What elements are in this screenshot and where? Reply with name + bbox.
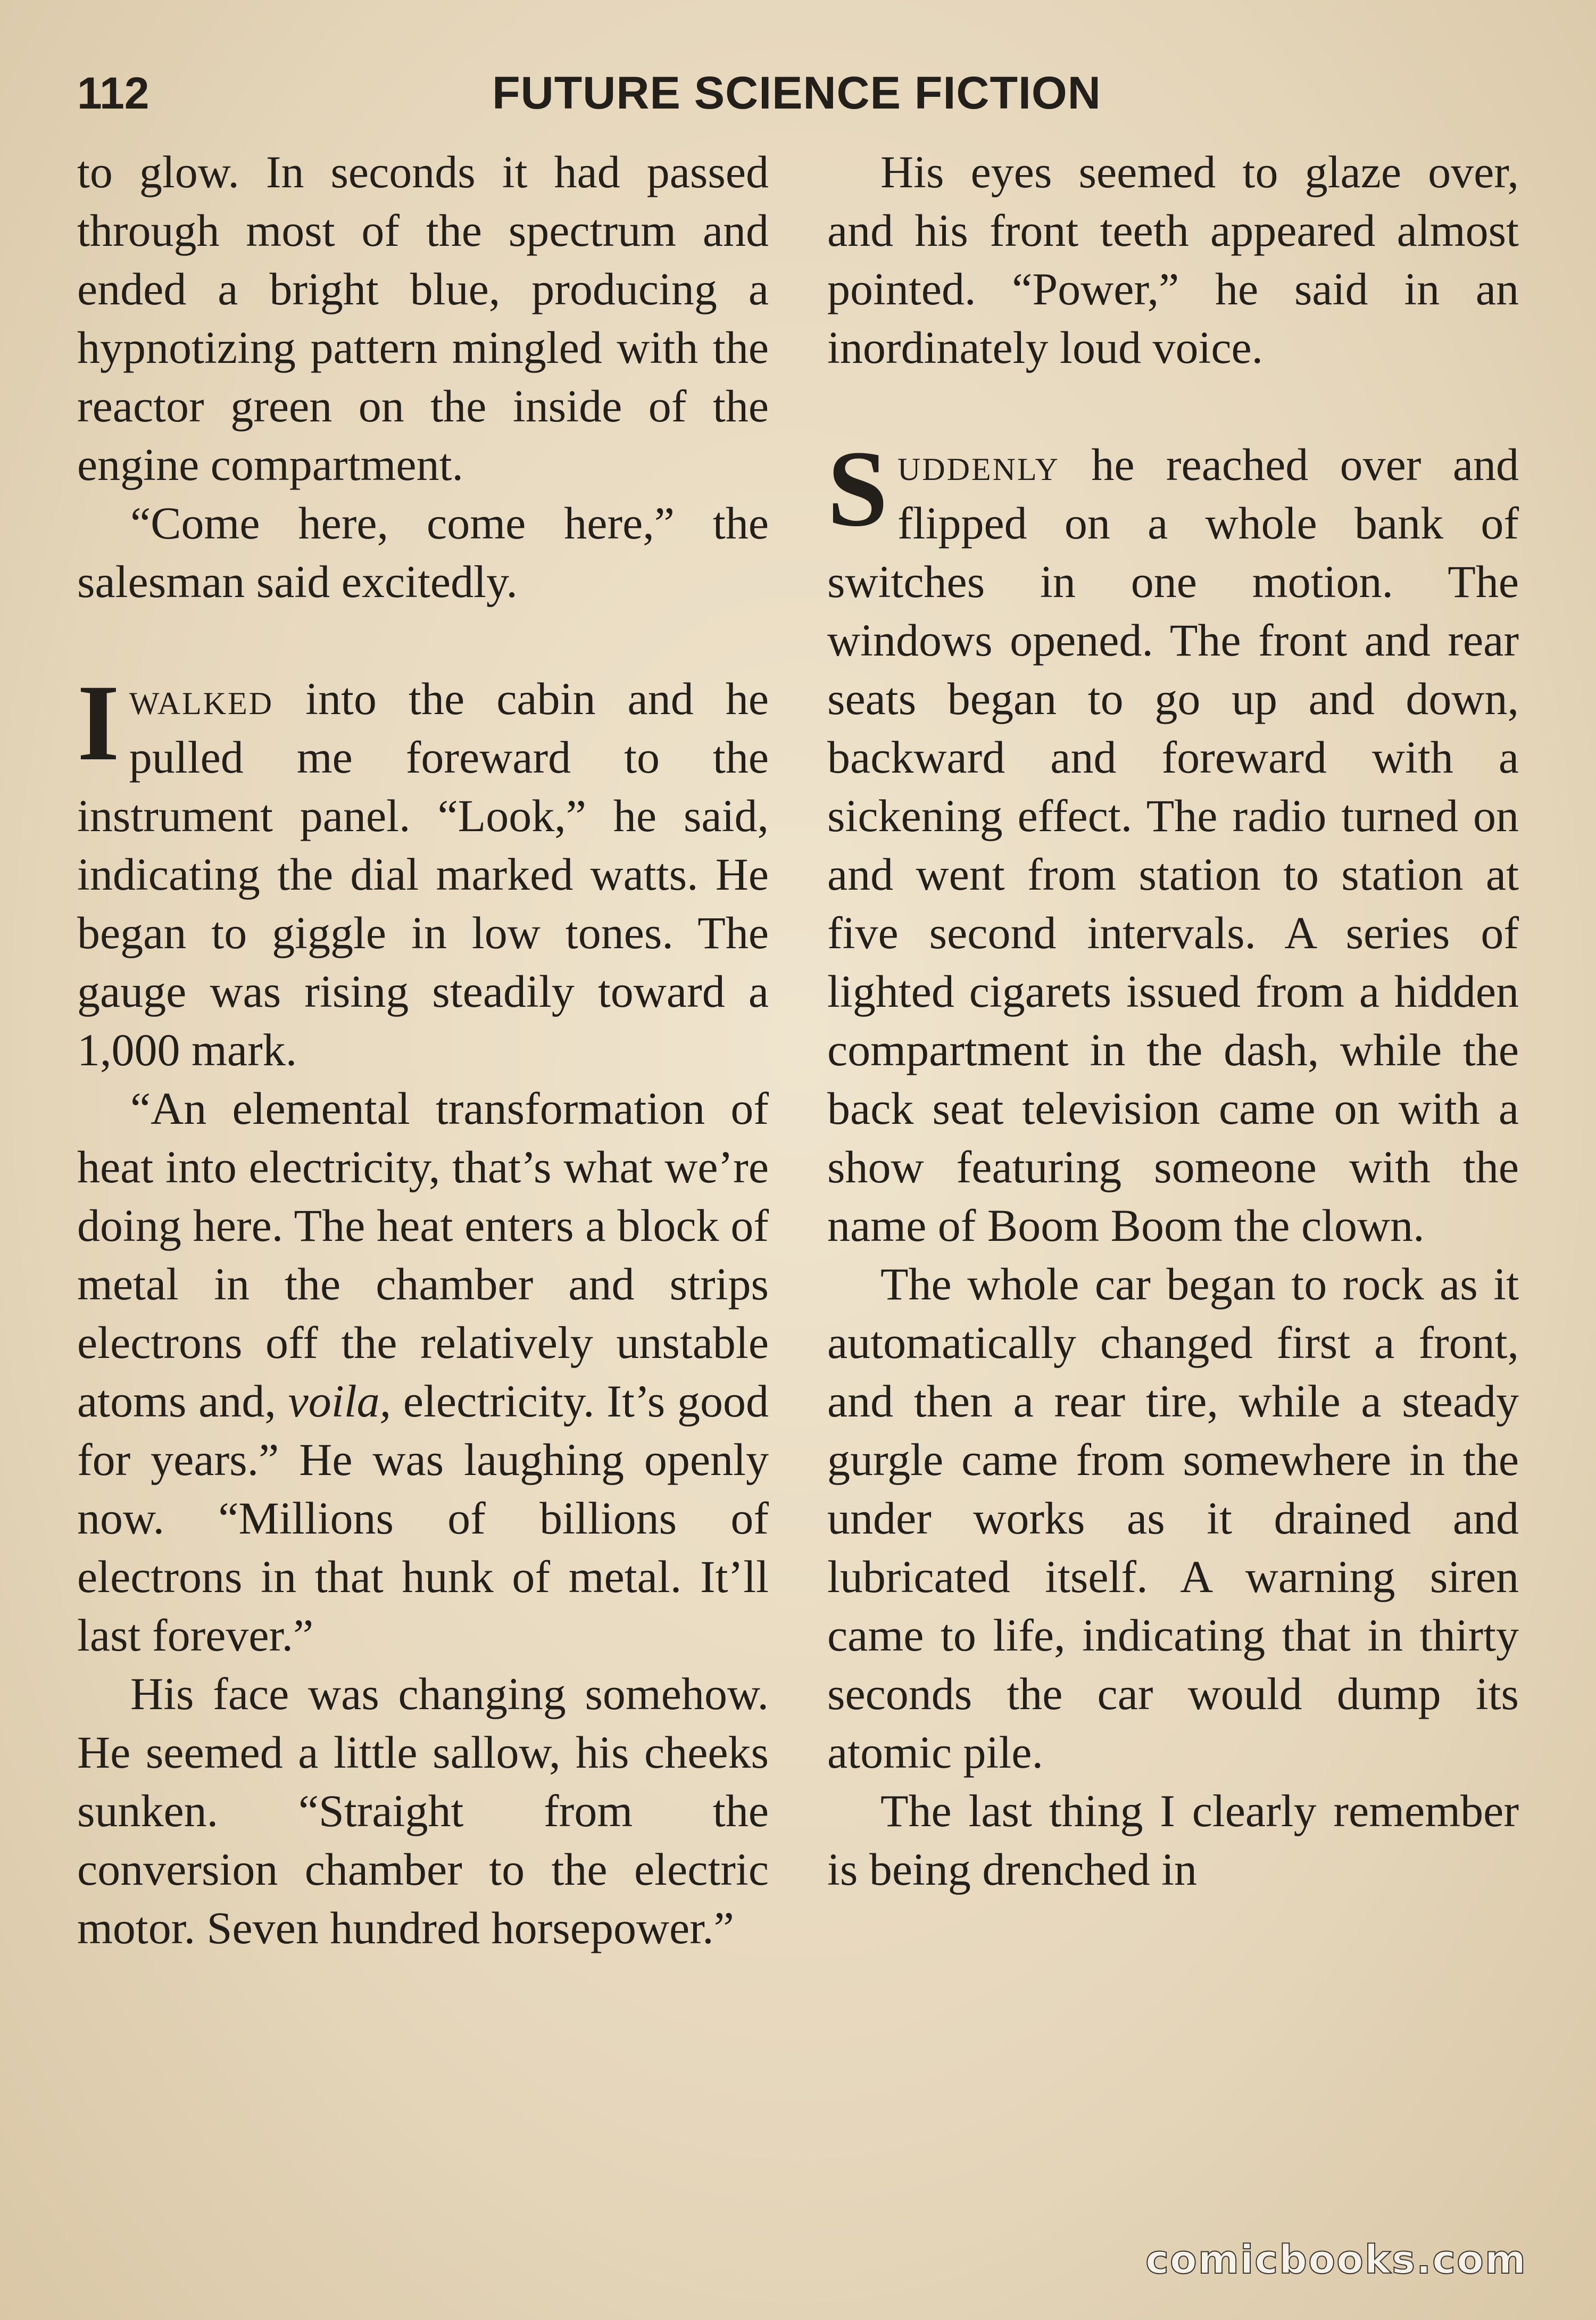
- left-column: [77, 143, 769, 1957]
- left-paragraph-1: to glow. In seconds it had passed through most of the spectrum and ended a bright blue, producing a hypnotizing pattern mingled with the reactor green on the inside of the engine compartment.: [77, 146, 769, 490]
- right-paragraph-4: The last thing I clearly remember is being drenched in: [827, 1785, 1519, 1895]
- left-paragraph-4-rest: electricity. It’s good for years.” He was laughing openly now. “Millions of billions of electrons in that hunk of metal. It’ll last forever.”: [77, 1376, 769, 1661]
- left-paragraph-4-text: “An elemental transformation of heat into electricity, that’s what we’re doing here. The heat enters a block of metal in the chamber and strips electrons off the relatively unstable atoms and,: [77, 1083, 769, 1427]
- left-paragraph-2: “Come here, come here,” the salesman said excitedly.: [77, 498, 769, 607]
- running-head: FUTURE SCIENCE FICTION: [492, 68, 1101, 119]
- italic-word: voila,: [288, 1376, 392, 1427]
- left-paragraph-3: [77, 662, 769, 1079]
- right-paragraph-2: [827, 428, 1519, 1255]
- right-column: [827, 143, 1519, 1899]
- right-paragraph-2-text: he reached over and flipped on a whole bank of switches in one motion. The windows opened. The front and rear seats began to go up and down, backward and foreward with a sickening effect. The radio turned on and went from station to station at five second intervals. A series of lighted cigarets issued from a hidden compartment in the dash, while the back seat television came on with a show featuring someone with the name of Boom Boom the clown.: [827, 439, 1519, 1251]
- small-caps-lead: uddenly: [897, 439, 1060, 490]
- right-paragraph-1: His eyes seemed to glaze over, and his front teeth appeared almost pointed. “Power,” he said in an inordinately loud voice.: [827, 146, 1519, 373]
- watermark: comicbooks.com: [1145, 2237, 1527, 2283]
- small-caps-lead: walked: [129, 673, 274, 724]
- right-paragraph-3: The whole car began to rock as it automatically changed first a front, and then a rear tire, while a steady gurgle came from somewhere in the under works as it drained and lubricated itself. A warning siren came to life, indicating that in thirty seconds the car would dump its atomic pile.: [827, 1258, 1519, 1778]
- drop-cap-i: I: [77, 662, 120, 783]
- left-paragraph-3-text: into the cabin and he pulled me foreward to the instrument panel. “Look,” he said, indicating the dial marked watts. He began to giggle in low tones. The gauge was rising steadily toward a 1,000 mark.: [77, 673, 769, 1075]
- drop-cap-s: S: [827, 428, 888, 549]
- page-number: 112: [77, 68, 149, 118]
- left-paragraph-4: [77, 1079, 769, 1664]
- left-paragraph-5: His face was changing somehow. He seemed a little sallow, his cheeks sunken. “Straight from the conversion chamber to the electric motor. Seven hundred horsepower.”: [77, 1668, 769, 1953]
- page-header: [77, 59, 1516, 128]
